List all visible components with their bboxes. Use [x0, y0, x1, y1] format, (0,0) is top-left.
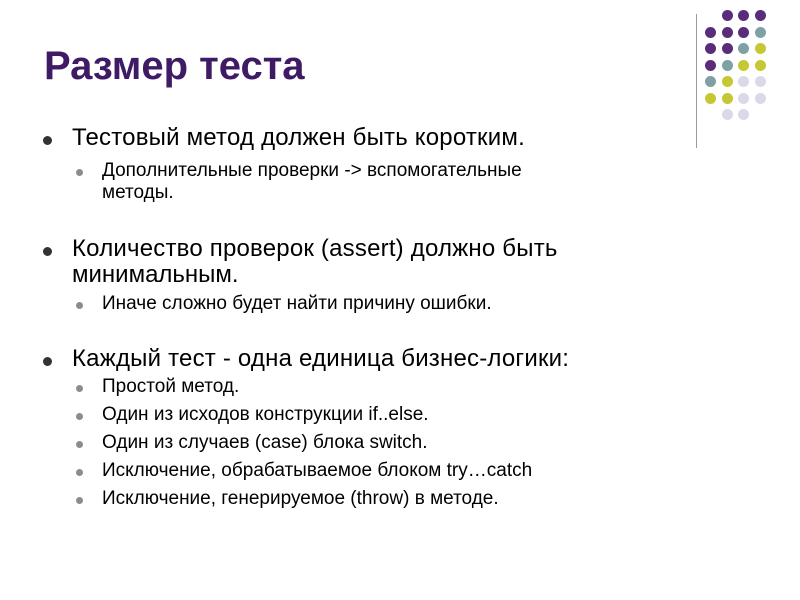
bullet-min-asserts-cont: минимальным.: [72, 261, 239, 288]
bullet-one-unit: Каждый тест - одна единица бизнес-логики:: [72, 345, 570, 372]
slide-title: Размер теста: [44, 44, 305, 88]
subbullet-simple-method: Простой метод.: [102, 376, 240, 397]
subbullet-switch-case: Один из случаев (case) блока switch.: [102, 432, 428, 453]
bullet-min-asserts: Количество проверок (assert) должно быть: [72, 235, 558, 262]
bullet-short-method: Тестовый метод должен быть коротким.: [72, 124, 525, 151]
subbullet-find-cause: Иначе сложно будет найти причину ошибки.: [102, 293, 492, 314]
subbullet-try-catch: Исключение, обрабатываемое блоком try…catch: [102, 460, 533, 481]
subbullet-if-else: Один из исходов конструкции if..else.: [102, 404, 429, 425]
subbullet-throw: Исключение, генерируемое (throw) в методе.: [102, 488, 499, 509]
subbullet-helper-checks-cont: методы.: [102, 182, 174, 203]
subbullet-helper-checks: Дополнительные проверки -> вспомогательные: [102, 160, 522, 181]
